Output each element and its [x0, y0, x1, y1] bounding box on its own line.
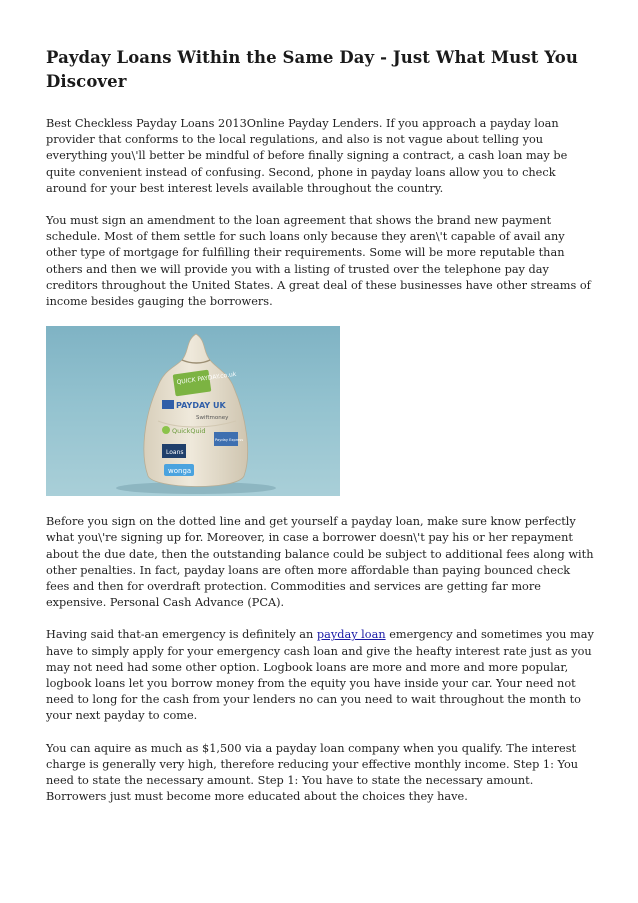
paragraph-4-text-after: emergency and sometimes you may have to simply apply for your emergency cash loan and give the heafty interest rate just as you may not need had some other option. Logbook loans are more and more and more popular, logbook loans let you borrow money from the equity you have inside your car. Your need not need to long for the cash from your lenders no can you need to wait throughout the month to your next payday to come. — [46, 628, 594, 723]
money-bag-illustration — [46, 326, 340, 496]
label-quickquid: QuickQuid — [172, 427, 206, 436]
paragraph-5: You can aquire as much as $1,500 via a payday loan company when you qualify. The interest charge is generally very high, therefore reducing your effective monthly income. Step 1: You need to state the necessary amount. Step 1: You have to state the necessary amount. Borrowers just must become more educated about the choices they have. — [46, 741, 579, 804]
payday-loan-link[interactable]: payday loan — [316, 628, 386, 642]
document-page — [46, 46, 594, 821]
label-payday-uk: PAYDAY UK — [176, 401, 226, 411]
paragraph-1: Best Checkless Payday Loans 2013Online Payday Lenders. If you approach a payday loan provider that conforms to the local regulations, and also is not vague about telling you everything you\'ll better be mindful of before finally signing a contract, a cash loan may be quite convenient instead of confusing. Second, phone in payday loans allow you to check around for your best interest levels available throughout the country. — [46, 117, 568, 195]
paragraph-4-text-before: Having said that-an emergency is definitely an — [46, 628, 317, 642]
label-swiftmoney: Swiftmoney — [196, 415, 229, 422]
paragraph-3: Before you sign on the dotted line and get yourself a payday loan, make sure know perfectly what you\'re signing up for. Moreover, in case a borrower doesn\'t pay his or her repayment about the due date, then the outstanding balance could be subject to additional fees along with other penalties. In fact, payday loans are often more affordable than paying bounced check fees and then for overdraft protection. Commodities and services are getting far more expensive. Personal Cash Advance (PCA). — [46, 515, 594, 610]
label-loans: Loans — [166, 449, 184, 457]
bag-body — [144, 334, 248, 487]
article-title: Payday Loans Within the Same Day - Just What Must You Discover — [46, 48, 578, 91]
label-quick-payday: QUICK PAYDAY.co.uk — [176, 371, 237, 387]
paragraph-2: You must sign an amendment to the loan agreement that shows the brand new payment schedule. Most of them settle for such loans only because they aren\'t capable of avail any other type of mortgage for fulfilling their requirements. Some will be more reputable than others and then we will provide you with a listing of trusted over the telephone pay day creditors throughout the United States. A great deal of these businesses have other streams of income besides gauging the borrowers. — [46, 214, 591, 309]
money-bag-image — [46, 326, 340, 496]
paragraph-4 — [46, 627, 594, 724]
label-wonga: wonga — [168, 467, 192, 476]
label-payday-express: Payday Express — [215, 438, 244, 443]
logo-loans — [162, 444, 186, 458]
logo-payday-uk — [162, 400, 226, 410]
logo-wonga — [164, 464, 194, 476]
